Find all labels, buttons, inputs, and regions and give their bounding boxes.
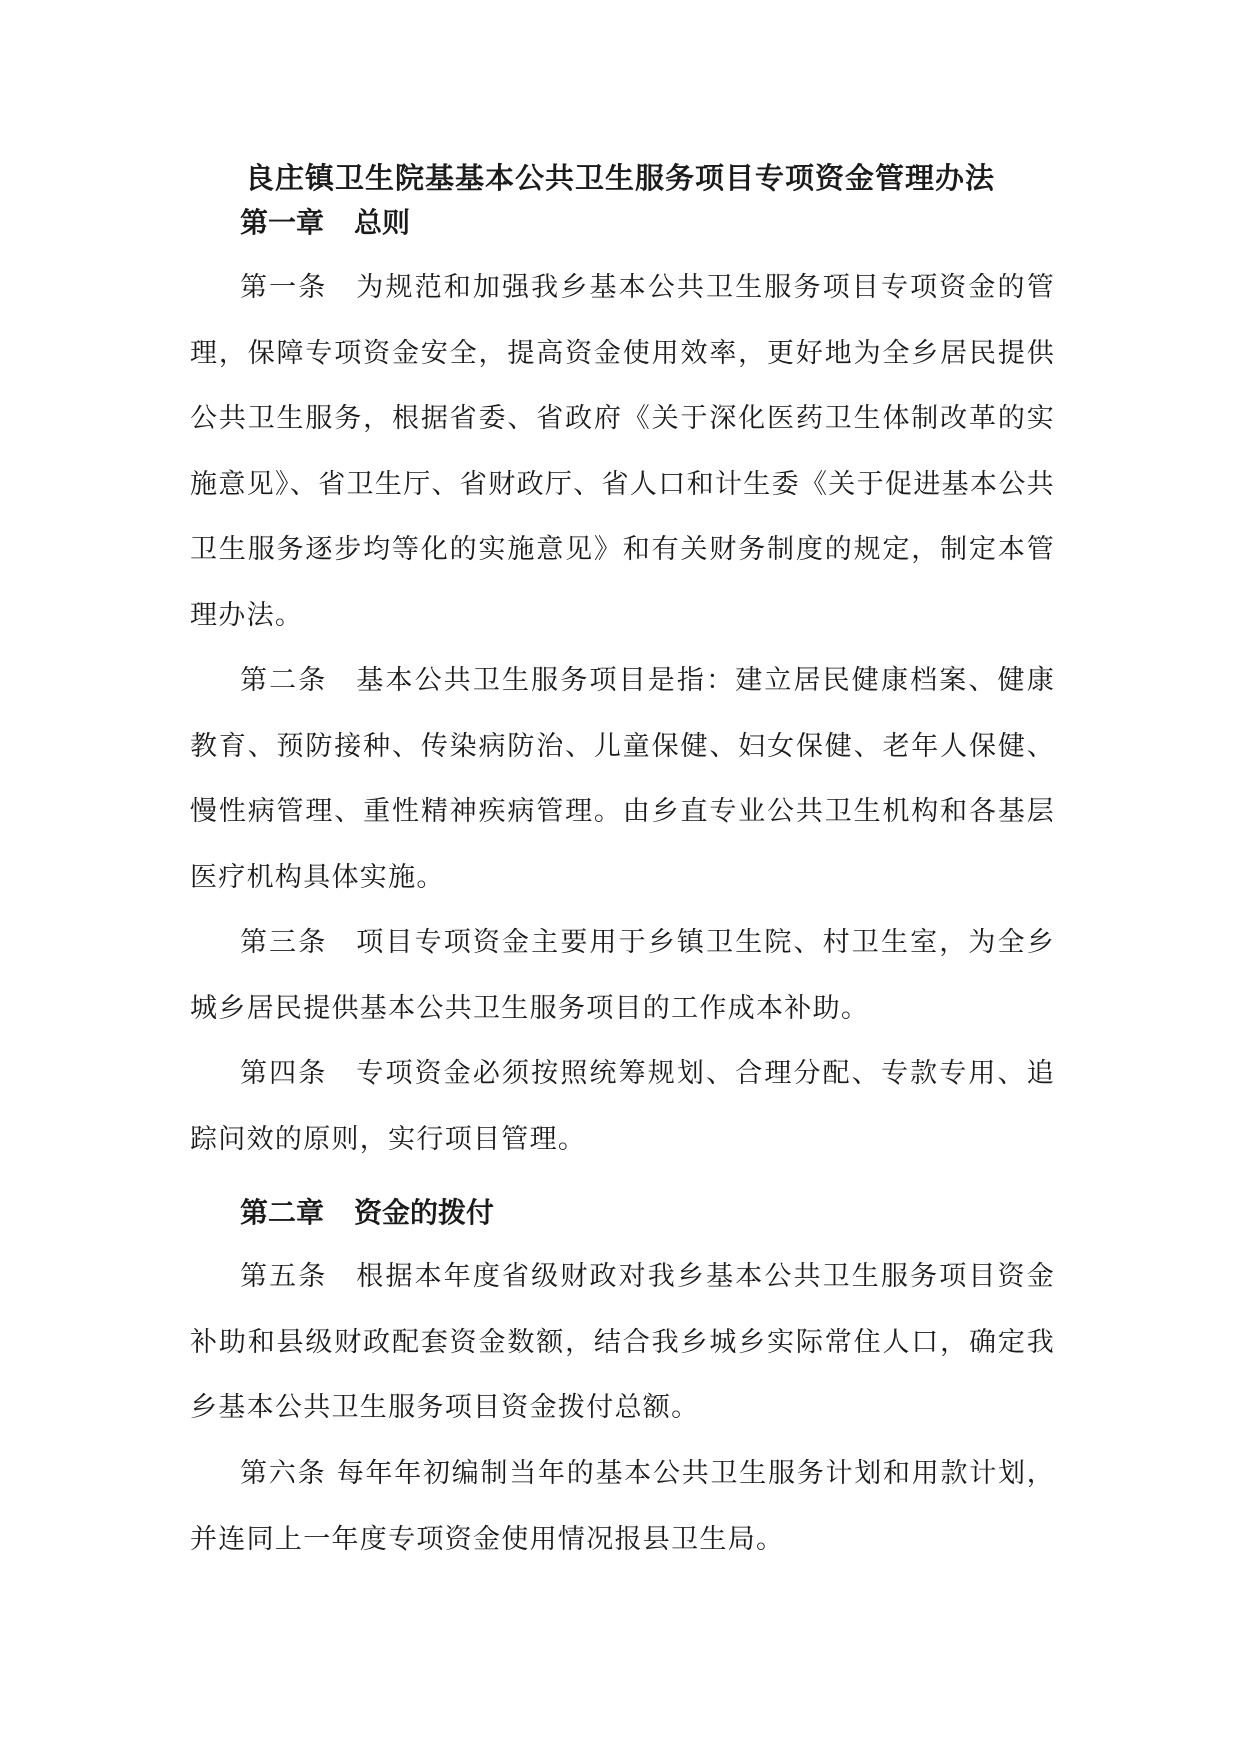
- article-label: 第一条: [240, 272, 328, 303]
- document-title: 良庄镇卫生院基基本公共卫生服务项目专项资金管理办法: [244, 161, 995, 195]
- article-text: 基本公共卫生服务项目是指：建立居民健康档案、健康教育、预防接种、传染病防治、儿童保健、妇女保健、老年人保健、慢性病管理、重性精神疾病管理。由乡直专业公共卫生机构和各基层医疗机构具体实施。: [190, 665, 1055, 893]
- chapter-name: 总则: [354, 206, 411, 239]
- article-text: 为规范和加强我乡基本公共卫生服务项目专项资金的管理，保障专项资金安全，提高资金使用效率，更好地为全乡居民提供公共卫生服务，根据省委、省政府《关于深化医药卫生体制改革的实施意见》、省卫生厅、省财政厅、省人口和计生委《关于促进基本公共卫生服务逐步均等化的实施意见》和有关财务制度的规定，制定本管理办法。: [190, 272, 1055, 631]
- article-1: [190, 255, 1055, 648]
- chapter-name: 资金的拨付: [354, 1196, 495, 1229]
- article-text: 专项资金必须按照统筹规划、合理分配、专款专用、追踪问效的原则，实行项目管理。: [190, 1058, 1055, 1155]
- chapter-label: 第二章: [240, 1196, 325, 1229]
- chapter-label: 第一章: [240, 206, 325, 239]
- article-label: 第四条: [240, 1058, 328, 1089]
- article-text: 项目专项资金主要用于乡镇卫生院、村卫生室，为全乡城乡居民提供基本公共卫生服务项目的工作成本补助。: [190, 927, 1055, 1024]
- article-3: [190, 910, 1055, 1041]
- article-text: 根据本年度省级财政对我乡基本公共卫生服务项目资金补助和县级财政配套资金数额，结合我乡城乡实际常住人口，确定我乡基本公共卫生服务项目资金拨付总额。: [190, 1261, 1055, 1423]
- chapter-heading-2: [240, 1193, 494, 1233]
- article-2: [190, 648, 1055, 910]
- article-6: [190, 1441, 1055, 1572]
- chapter-heading-1: [240, 203, 410, 243]
- article-label: 第三条: [240, 927, 328, 958]
- article-label: 第六条: [240, 1458, 327, 1489]
- article-text: 每年年初编制当年的基本公共卫生服务计划和用款计划，并连同上一年度专项资金使用情况报县卫生局。: [190, 1458, 1055, 1555]
- article-5: [190, 1244, 1055, 1441]
- article-4: [190, 1041, 1055, 1172]
- article-label: 第五条: [240, 1261, 328, 1292]
- article-label: 第二条: [240, 665, 328, 696]
